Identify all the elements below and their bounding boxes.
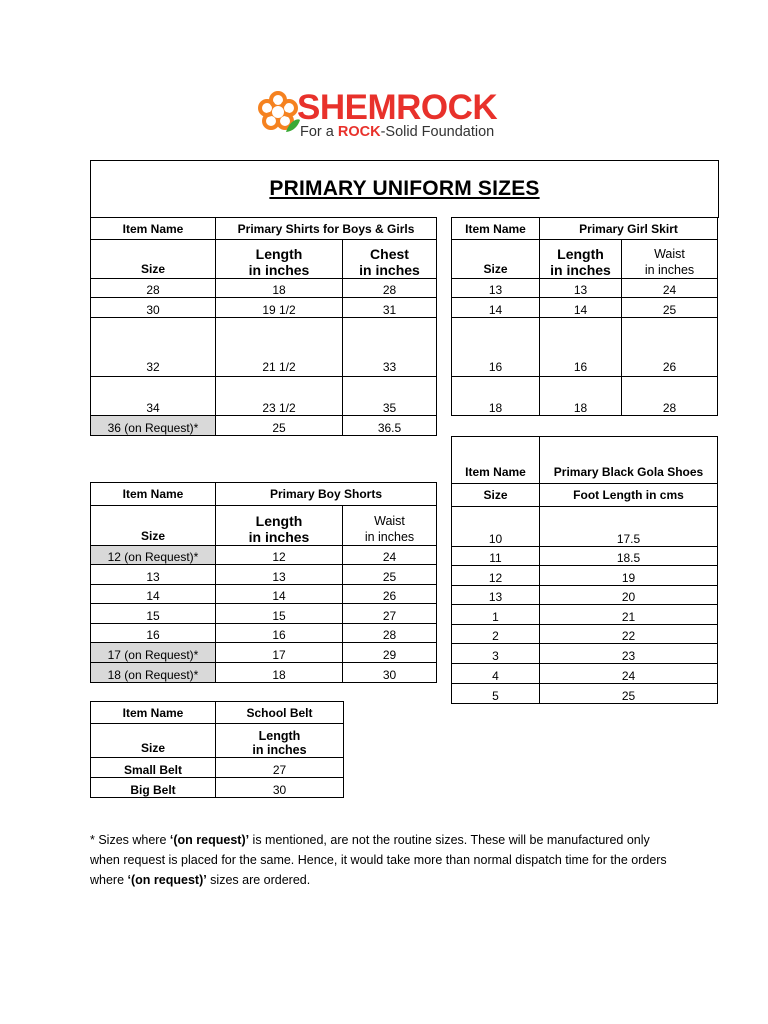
waist-header: Waist in inches	[343, 506, 437, 546]
length-header: Length in inches	[216, 240, 343, 279]
belt-table	[90, 701, 344, 798]
table-row: 14 14 26	[91, 585, 437, 604]
table-row: 16 16 28	[91, 624, 437, 643]
table-row: 18 18 28	[452, 377, 718, 416]
shoes-table	[451, 436, 718, 704]
flower-logo-icon	[256, 90, 300, 134]
chest-header: Chest in inches	[343, 240, 437, 279]
table-row: Small Belt 27	[91, 758, 344, 778]
page-title: PRIMARY UNIFORM SIZES	[269, 177, 540, 200]
item-name-label: Item Name	[452, 218, 540, 240]
skirt-table	[451, 217, 718, 416]
length-header: Length in inches	[540, 240, 622, 279]
table-row: 12 (on Request)* 12 24	[91, 546, 437, 565]
table-row: 15 15 27	[91, 604, 437, 624]
foot-length-header: Foot Length in cms	[540, 484, 718, 507]
table-row: 4 24	[452, 664, 718, 684]
shorts-item-name: Primary Boy Shorts	[216, 483, 437, 506]
waist-header: Waist in inches	[622, 240, 718, 279]
title-frame	[90, 160, 719, 218]
on-request-footnote: * Sizes where ‘(on request)’ is mentioned, are not the routine sizes. These will be manufactured only when request is placed for the same. Hence, it would take more than normal dispatch time for the orders where ‘(on request)’ sizes are ordered.	[90, 833, 667, 887]
table-row: 30 19 1/2 31	[91, 298, 437, 318]
brand-tagline: For a ROCK-Solid Foundation	[300, 124, 495, 140]
length-header: Length in inches	[216, 506, 343, 546]
table-row: 3 23	[452, 644, 718, 664]
item-name-label: Item Name	[91, 483, 216, 506]
size-label: Size	[452, 484, 540, 507]
table-row: 32 21 1/2 33	[91, 318, 437, 377]
belt-item-name: School Belt	[216, 702, 344, 724]
table-row: 2 22	[452, 625, 718, 644]
table-row: 18 (on Request)* 18 30	[91, 663, 437, 683]
table-row: 28 18 28	[91, 279, 437, 298]
table-row: 13 20	[452, 586, 718, 605]
shoes-item-name: Primary Black Gola Shoes	[540, 437, 718, 484]
item-name-label: Item Name	[91, 702, 216, 724]
size-label: Size	[452, 240, 540, 279]
table-row: 13 13 24	[452, 279, 718, 298]
table-row: 13 13 25	[91, 565, 437, 585]
table-row: 36 (on Request)* 25 36.5	[91, 416, 437, 436]
item-name-label: Item Name	[452, 437, 540, 484]
table-row: 10 17.5	[452, 507, 718, 547]
shirts-table	[90, 217, 437, 436]
table-row: 12 19	[452, 566, 718, 586]
table-row: 1 21	[452, 605, 718, 625]
size-label: Size	[91, 724, 216, 758]
table-row: 14 14 25	[452, 298, 718, 318]
size-label: Size	[91, 506, 216, 546]
brand-name: SHEMROCK	[297, 88, 498, 127]
table-row: Big Belt 30	[91, 778, 344, 798]
length-header: Length in inches	[216, 724, 344, 758]
table-row: 17 (on Request)* 17 29	[91, 643, 437, 663]
item-name-label: Item Name	[91, 218, 216, 240]
shorts-table	[90, 482, 437, 683]
table-row: 34 23 1/2 35	[91, 377, 437, 416]
skirt-item-name: Primary Girl Skirt	[540, 218, 718, 240]
shirts-item-name: Primary Shirts for Boys & Girls	[216, 218, 437, 240]
table-row: 11 18.5	[452, 547, 718, 566]
table-row: 16 16 26	[452, 318, 718, 377]
shemrock-logo	[256, 88, 518, 148]
table-row: 5 25	[452, 684, 718, 704]
size-label: Size	[91, 240, 216, 279]
